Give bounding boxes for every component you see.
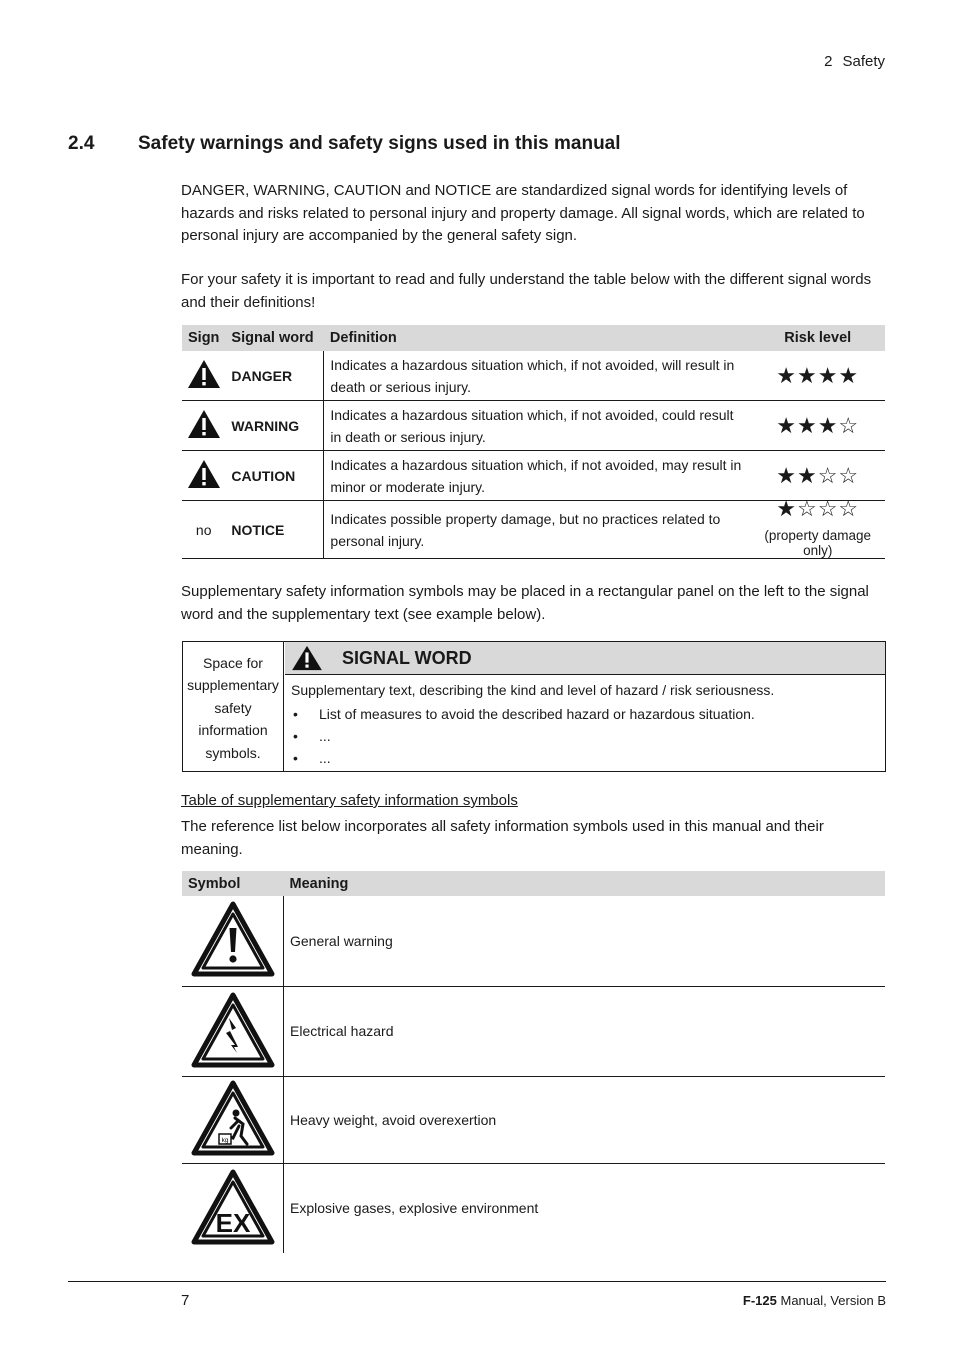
risk-stars: ★☆☆☆	[776, 495, 860, 521]
signal-word: WARNING	[225, 401, 324, 451]
meaning: Explosive gases, explosive environment	[290, 1200, 539, 1217]
warning-triangle-icon	[187, 409, 221, 439]
symbol-cell	[182, 896, 284, 986]
list-item: • List of measures to avoid the described hazard or hazardous situation.	[291, 703, 879, 725]
table-row	[182, 351, 885, 401]
sign-cell	[182, 401, 225, 451]
symbols-paragraph: The reference list below incorporates all safety information symbols used in this manual and their meaning.	[181, 818, 824, 858]
section-number: 2.4	[68, 133, 95, 154]
header-meaning: Meaning	[284, 871, 886, 896]
header-definition: Definition	[324, 325, 751, 351]
header-sign: Sign	[182, 325, 225, 351]
explosive-atmosphere-icon	[191, 1169, 275, 1245]
intro-paragraph-1: DANGER, WARNING, CAUTION and NOTICE are standardized signal words for identifying levels of hazards and risks related to personal injury and property damage. All signal words, which are related to personal injury are accompanied by the general safety sign.	[181, 182, 865, 244]
doc-version: Manual, Version B	[780, 1293, 886, 1308]
heavy-weight-icon	[191, 1080, 275, 1156]
signal-word: DANGER	[225, 351, 324, 401]
table-row	[182, 501, 885, 559]
symbol-table	[182, 871, 885, 1253]
chapter-title: Safety	[842, 53, 885, 70]
heavy-weight-label: kg	[221, 1137, 228, 1144]
signal-word-table	[182, 325, 885, 559]
header-signal-word: Signal word	[225, 325, 324, 351]
table-row	[182, 1076, 885, 1163]
risk-cell	[750, 495, 885, 559]
page-number: 7	[181, 1292, 190, 1309]
table-row	[182, 986, 885, 1076]
risk-stars: ★★☆☆	[750, 451, 885, 501]
warning-triangle-icon	[187, 359, 221, 389]
explosive-label: EX	[215, 1207, 250, 1238]
panel-signal-word: SIGNAL WORD	[342, 648, 472, 668]
risk-stars: ★★★☆	[750, 401, 885, 451]
running-header	[700, 53, 885, 70]
table-header-row	[182, 325, 885, 351]
risk-stars: ★★★★	[750, 351, 885, 401]
electrical-hazard-icon	[191, 992, 275, 1068]
warning-triangle-icon	[291, 645, 323, 671]
risk-note: (property damage only)	[764, 527, 871, 558]
intro-paragraph-2: For your safety it is important to read and fully understand the table below with the different signal words and their definitions!	[181, 271, 872, 311]
footer-doc-info	[600, 1293, 886, 1308]
header-symbol: Symbol	[182, 871, 284, 896]
definition: Indicates possible property damage, but no practices related to personal injury.	[324, 501, 751, 559]
list-item: • ...	[291, 725, 879, 747]
definition: Indicates a hazardous situation which, if not avoided, could result in death or serious injury.	[324, 401, 751, 451]
table-row	[182, 451, 885, 501]
sign-text: no	[182, 501, 225, 559]
chapter-number: 2	[824, 53, 833, 70]
section-title: Safety warnings and safety signs used in this manual	[138, 133, 621, 154]
panel-bullet-list	[291, 703, 879, 769]
meaning: Heavy weight, avoid overexertion	[284, 1076, 886, 1163]
sign-cell	[182, 451, 225, 501]
definition: Indicates a hazardous situation which, if not avoided, will result in death or serious injury.	[324, 351, 751, 401]
signal-word: CAUTION	[225, 451, 324, 501]
symbol-cell	[182, 1076, 284, 1163]
warning-triangle-icon	[187, 459, 221, 489]
symbol-cell	[182, 986, 284, 1076]
example-safety-panel	[182, 641, 886, 772]
general-warning-icon	[191, 901, 275, 977]
panel-body-text: Supplementary text, describing the kind and level of hazard / risk seriousness.	[291, 682, 775, 698]
header-risk-level: Risk level	[750, 325, 885, 351]
supplementary-paragraph: Supplementary safety information symbols may be placed in a rectangular panel on the left to the signal word and the supplementary text (see example below).	[181, 583, 869, 623]
definition: Indicates a hazardous situation which, if not avoided, may result in minor or moderate injury.	[324, 451, 751, 501]
symbol-cell	[182, 1163, 284, 1253]
table-header-row	[182, 871, 885, 896]
sign-cell	[182, 351, 225, 401]
table-row	[182, 401, 885, 451]
list-item: • ...	[291, 747, 879, 769]
table-row	[182, 1163, 885, 1253]
footer-divider	[68, 1281, 886, 1282]
table-row	[182, 896, 885, 986]
model-name: F-125	[742, 1293, 777, 1308]
symbols-table-link[interactable]: Table of supplementary safety information symbols	[181, 792, 518, 809]
meaning: General warning	[284, 896, 886, 986]
meaning: Electrical hazard	[284, 986, 886, 1076]
signal-word: NOTICE	[225, 501, 324, 559]
panel-header	[285, 642, 885, 675]
panel-body	[291, 679, 879, 769]
panel-symbol-space: Space for supplementary safety information symbols.	[183, 642, 284, 771]
